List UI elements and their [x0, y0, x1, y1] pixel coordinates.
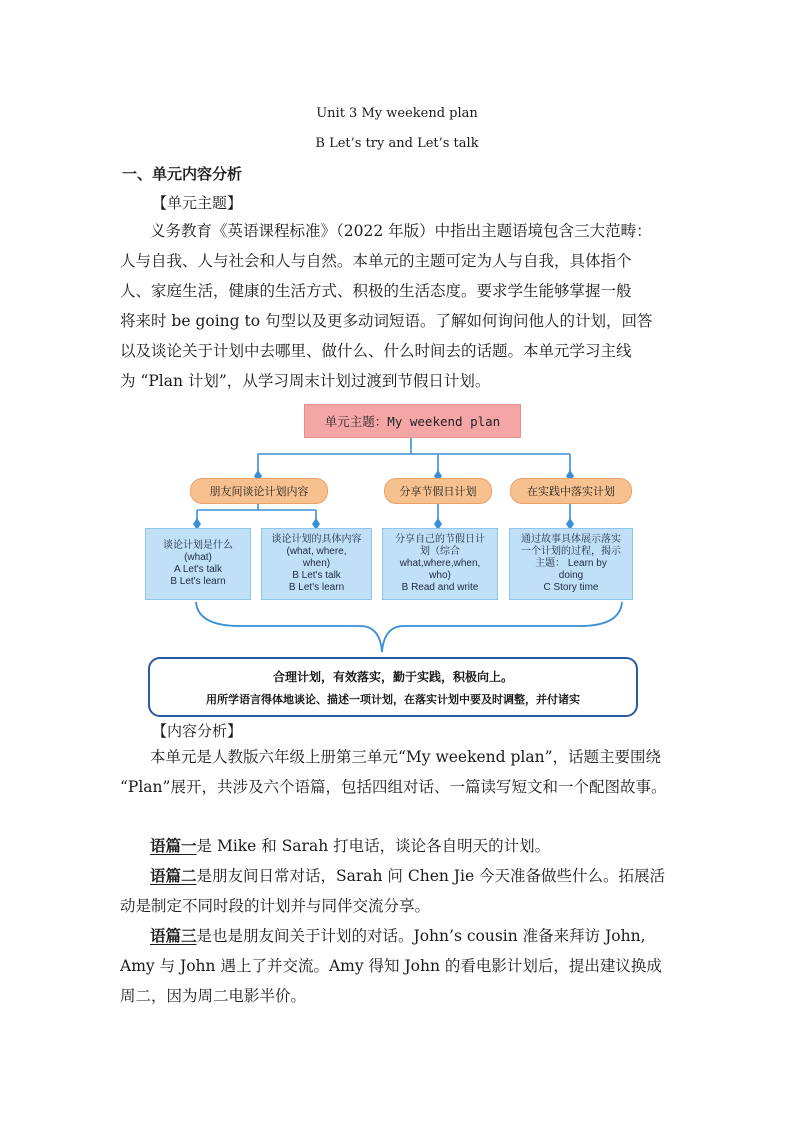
- topic-pill-share: 分享节假日计划: [384, 478, 492, 504]
- cell-line: B Let's learn: [170, 576, 226, 587]
- diagram-cell-story: [509, 528, 633, 600]
- theme-paragraph: [120, 216, 700, 396]
- theme-line: 人与自我、人与社会和人与自然。本单元的主题可定为人与自我，具体指个: [120, 252, 632, 270]
- theme-line: 人、家庭生活，健康的生活方式、积极的生活态度。要求学生能够掌握一般: [120, 282, 632, 300]
- diagram-cell-holiday: [382, 528, 498, 600]
- cell-line: B Let's talk: [292, 570, 341, 581]
- text-two-body: 是朋友间日常对话，Sarah 问 Chen Jie 今天准备做些什么。拓展活: [196, 867, 666, 885]
- cell-line: 一个计划的过程，揭示: [521, 546, 621, 557]
- cell-line: who): [429, 570, 451, 581]
- cell-line: 谈论计划的具体内容: [271, 534, 362, 545]
- cell-line: (what, where,: [286, 546, 347, 557]
- cell-line: 分享自己的节假日计: [395, 534, 485, 545]
- content-intro-paragraph: [120, 742, 700, 802]
- text-three-cont: 周二，因为周二电影半价。: [120, 987, 307, 1005]
- theme-line: 为 “Plan 计划”，从学习周末计划过渡到节假日计划。: [120, 372, 491, 390]
- cell-line: A Let's talk: [173, 564, 223, 575]
- text-three-cont: Amy 与 John 遇上了并交流。Amy 得知 John 的看电影计划后，提出建议换成: [120, 957, 662, 975]
- unit-theme-box: 单元主题：My weekend plan: [304, 404, 521, 438]
- unit-structure-diagram: [140, 400, 640, 720]
- cell-line: 划（综合: [420, 546, 460, 557]
- text-two-paragraph: [120, 861, 700, 921]
- diagram-summary-box: [148, 657, 638, 717]
- theme-line: 将来时 be going to 句型以及更多动词短语。了解如何询问他人的计划，回答: [120, 312, 653, 330]
- cell-line: B Let's learn: [288, 582, 345, 593]
- unit-title: Unit 3 My weekend plan: [316, 106, 478, 121]
- summary-line-1: 合理计划，有效落实，勤于实践，积极向上。: [272, 670, 513, 684]
- section-heading: 一、单元内容分析: [122, 165, 243, 183]
- text-two-cont: 动是制定不同时段的计划并与同伴交流分享。: [120, 897, 431, 915]
- content-analysis-label: 【内容分析】: [152, 722, 243, 740]
- intro-line: “Plan”展开，共涉及六个语篇，包括四组对话、一篇读写短文和一个配图故事。: [120, 778, 667, 796]
- cell-line: (what): [184, 552, 212, 563]
- cell-line: 谈论计划是什么: [163, 540, 233, 551]
- cell-line: when): [302, 558, 331, 569]
- text-three-paragraph: [120, 921, 700, 1011]
- cell-line: doing: [558, 570, 584, 581]
- cell-line: B Read and write: [401, 582, 479, 593]
- theme-label: 【单元主题】: [152, 194, 243, 212]
- cell-line: 通过故事具体展示落实: [521, 534, 621, 545]
- text-three-body: 是也是朋友间关于计划的对话。John’s cousin 准备来拜访 John,: [196, 927, 646, 945]
- theme-line: 义务教育《英语课程标准》（2022 年版）中指出主题语境包含三大范畴：: [150, 222, 652, 240]
- text-two-label: 语篇二: [150, 866, 197, 885]
- topic-pill-discuss: 朋友间谈论计划内容: [190, 478, 328, 504]
- text-one-body: 是 Mike 和 Sarah 打电话，谈论各自明天的计划。: [196, 837, 551, 855]
- cell-line: what,where,when,: [399, 558, 481, 569]
- text-one-label: 语篇一: [150, 836, 197, 855]
- text-one-paragraph: [120, 831, 700, 861]
- diagram-cell-details: [261, 528, 372, 600]
- text-three-label: 语篇三: [150, 926, 197, 945]
- intro-line: 本单元是人教版六年级上册第三单元“My weekend plan”，话题主要围绕: [150, 748, 662, 766]
- theme-line: 以及谈论关于计划中去哪里、做什么、什么时间去的话题。本单元学习主线: [120, 342, 632, 360]
- cell-line: C Story time: [543, 582, 599, 593]
- cell-line: 主题： Learn by: [535, 558, 607, 569]
- lesson-title: B Let’s try and Let’s talk: [315, 136, 479, 151]
- summary-line-2: 用所学语言得体地谈论、描述一项计划，在落实计划中要及时调整，并付诸实: [206, 693, 580, 706]
- diagram-cell-what: [145, 528, 251, 600]
- topic-pill-practice: 在实践中落实计划: [510, 478, 632, 504]
